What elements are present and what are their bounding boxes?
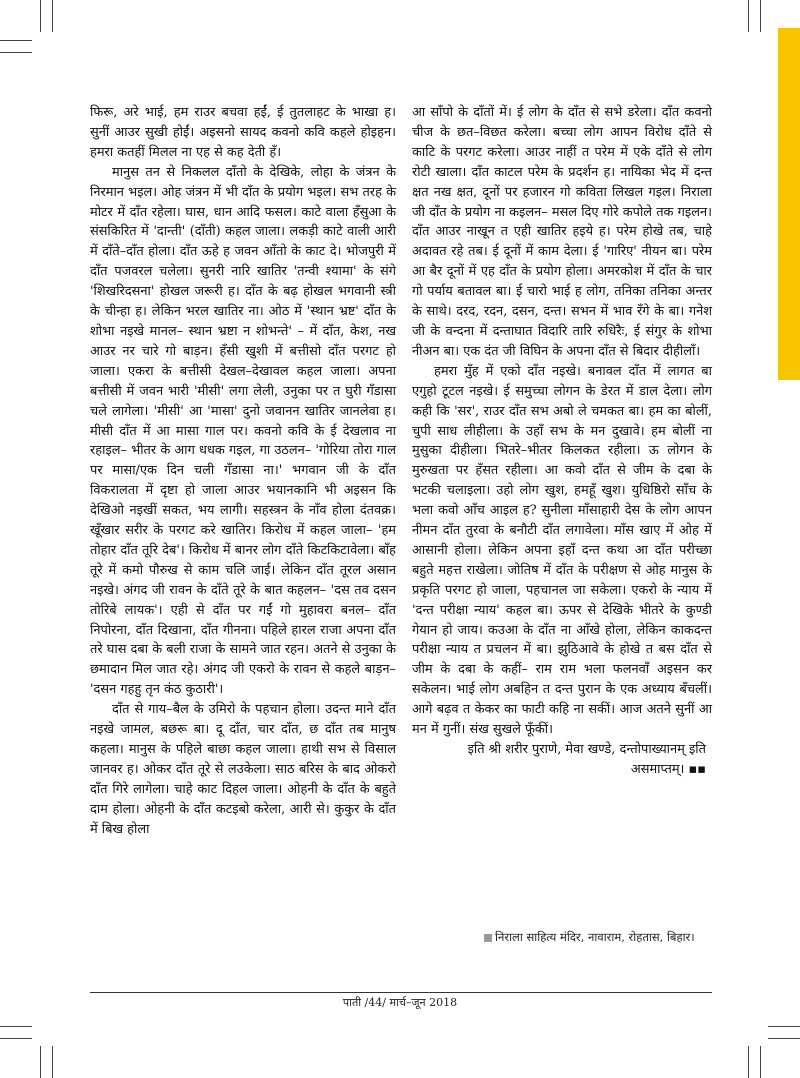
left-column xyxy=(90,103,396,840)
right-column xyxy=(412,103,712,780)
crop-mark xyxy=(52,1046,53,1078)
crop-mark xyxy=(0,40,32,41)
crop-mark xyxy=(760,0,761,32)
crop-mark xyxy=(748,1046,749,1078)
crop-mark xyxy=(0,1026,32,1027)
author-credit xyxy=(484,930,712,945)
crop-mark xyxy=(40,1046,41,1078)
crop-mark xyxy=(760,1046,761,1078)
section-color-bar xyxy=(778,28,800,380)
bullet-square-icon xyxy=(484,934,492,942)
footer-rule xyxy=(90,992,712,993)
closing-line: इति श्री शरीर पुराणे, मेवा खण्डे, दन्तोपाख्यानम् इति असमाप्तम्। ▪▪ xyxy=(467,742,706,777)
crop-mark xyxy=(768,1038,800,1039)
paragraph: हमरा मुँह में एको दाँत नइखे। बनावल दाँत में लागत बा एगुहो टूटल नइखे। ई समुच्चा लोगन के डेरत में डाल देला। लोग कही कि 'सर', राउर दाँत सभ अबो ले चमकत बा। हम का बोलीं, चुपी साध लीहीला। के उहाँ सभ के मन दुखावे। हम बोलीं ना मुसुका दीहीला। भितरे–भीतर किलकत रहीला। ऊ लोगन के मुरुखता पर हँसत रहीला। आ कवो दाँत से जीम के दबा के भटकी चलाइला। उहो लोग खुश, हमहूँ खुश। युधिष्ठिरो साँच के भला कवो आँच आइल ह? सुनीला माँसाहारी देस के लोग आपन नीमन दाँत तुरवा के बनौटी दाँत लगावेला। माँस खाए में ओह में आसानी होला। लेकिन अपना इहाँ दन्त कथा आ दाँत परीच्छा बहुते महत्त राखेला। जोतिष में दाँत के परीक्षण से ओह मानुस के प्रकृति परगट हो जाला, पहचानल जा सकेला। एकरो के न्याय में 'दन्त परीक्षा न्याय' कहल बा। ऊपर से देखिके भीतरे के कुण्डी गेयान हो जाय। कउआ के दाँत ना आँखे होला, लेकिन काकदन्त परीक्षा न्याय त प्रचलन में बा। झुठिआवे के होखे त बस दाँत से जीम के दबा के कहीं– राम राम भला फलनवाँ अइसन कर सकेलन। भाई लोग अबहिन त दन्त पुरान के एक अध्याय बँचलीं। आगे बढ़व त केकर का फाटी कहि ना सकीं। आज अतने सुनीं आ मन में गुनीं। संख सुखले फूँकीं। xyxy=(412,363,712,738)
paragraph: आ साँपो के दाँतों में। ई लोग के दाँत से सभे डरेला। दाँत कवनो चीज के छत–विछत करेला। बच्चा लोग आपन विरोध दाँते से काटि के परगट करेला। आउर नाहीं त परेम में एके दाँते से लोग रोटी खाला। दाँत काटल परेम के प्रदर्शन ह। नायिका भेद में दन्त क्षत नख क्षत, दूनों पर हजारन गो कविता लिखल गइल। निराला जी दाँत के प्रयोग ना कइलन– मसल दिए गोरे कपोले तक गइलन। दाँत आउर नाखून त एही खातिर हइये ह। परेम होखे तब, चाहे अदावत रहे तब। ई दूनों में काम देला। ई 'गारिए' नीयन बा। परेम आ बैर दूनों में एह दाँत के प्रयोग होला। अमरकोश में दाँत के चार गो पर्याय बतावल बा। ई चारो भाई ह लोग, तनिका तनिका अन्तर के साथे। दरद, रदन, दसन, दन्त। सभन में भाव रँगे के बा। गनेश जी के वन्दना में दन्ताघात विदारि तारि रुधिरैः, ई संगुर के शोभा नीअन बा। एक दंत जी विघिन के अपना दाँत से बिदार दीहीलाँ। xyxy=(412,105,712,359)
author-credit-text: निराला साहित्य मंदिर, नावाराम, रोहतास, बिहार। xyxy=(495,930,695,944)
crop-mark xyxy=(748,0,749,32)
crop-mark xyxy=(40,0,41,32)
paragraph: मानुस तन से निकलल दाँतो के देखिके, लोहा के जंत्रन के निरमान भइल। ओह जंत्रन में भी दाँत के प्रयोग भइल। सभ तरह के मोटर में दाँत रहेला। घास, धान आदि फसल। काटे वाला हँसुआ के संसकिरित में 'दान्ती' (दाँती) कहल जाला। लकड़ी काटे वाली आरी में दाँते–दाँत होला। दाँत ऊहे ह जवन आँतो के काट दे। भोजपुरी में दाँत पजवरल चलेला। सुनरी नारि खातिर 'तन्वी श्यामा' के संगे 'शिखरिदसना' होखल जरूरी ह। दाँत के बढ़ होखल भगवानी स्त्री के चीन्हा ह। लेकिन भरल खातिर ना। ओठ में 'स्थान भ्रष्ट' दाँत के शोभा नइखे मानल– स्थान भ्रष्टा न शोभन्ते' – में दाँत, केश, नख आउर नर चारे गो बाड़न। हँसी खुशी में बत्तीसो दाँत परगट हो जाला। एकरा के बत्तीसी देखल–देखावल कहल जाला। अपना बत्तीसी में जवन भारी 'मीसी' लगा लेली, उनुका पर त घुरी गँडासा चले लागेला। 'मीसी' आ 'मासा' दुनो जवानन खातिर जानलेवा ह। मीसी दाँत में आ मासा गाल पर। कवनो कवि के ई देखलाव ना रहाइल– भीतर के आग धधक गइल, गा उठलन– 'गोरिया तोरा गाल पर मासा/एक दिन चली गँडासा ना।' भगवान जी के दाँत विकरालता में दृष्टा हो जाला आउर भयानकानि भी अइसन कि देखिओ नइखीं सकत, भय लागी। सहस्त्रन के नाँव होला दंतवक्र। खूँखार सरीर के परगट करे खातिर। किरोध में कहल जाला– 'हम तोहार दाँत तूरि देब'। किरोध में बानर लोग दाँते किटकिटावेला। बाँह तूरे में कमो पौरुख से काम चलि जाई। लेकिन दाँत तूरल असान नइखे। अंगद जी रावन के दाँते तूरे के बात कहलन– 'दस तव दसन तोरिबे लायक'। एही से दाँत पर गईं गो मुहावरा बनल– दाँत निपोरना, दाँत दिखाना, दाँत गीनना। पहिले हारल राजा अपना दाँत तरे घास दबा के बली राजा के सामने जात रहन। अतने से उनुका के छमादान मिल जात रहे। अंगद जी एकरो के रावन से कहले बाड़न– 'दसन गहहु तृन कंठ कुठारी'। xyxy=(90,164,396,698)
page-folio: पाती /44/ मार्च–जून 2018 xyxy=(342,996,458,1009)
crop-mark xyxy=(0,1038,32,1039)
paragraph: फिरू, अरे भाई, हम राउर बचवा हईं, ई तुतलाहट के भाखा ह। सुनीं आउर सुखी होईं। अइसनो सायद कवनो कवि कहले होइहन। हमरा कतहीं मिलल ना एह से कह देती हँ। xyxy=(90,105,396,160)
crop-mark xyxy=(52,0,53,32)
crop-mark xyxy=(768,1026,800,1027)
paragraph: दाँत से गाय–बैल के उमिरो के पहचान होला। उदन्त माने दाँत नइखे जामल, बछरू बा। दू दाँत, चार दाँत, छ दाँत तब मानुष कहला। मानुस के पहिले बाछा कहल जाला। हाथी सभ से विसाल जानवर ह। ओकर दाँत तूरे से लउकेला। साठ बरिस के बाद ओकरो दाँत गिरे लागेला। चाहे काट दिहल जाला। ओहनी के दाँत के बहुते दाम होला। ओहनी के दाँत कटइबो करेला, आरी से। कुकुर के दाँत में बिख होला xyxy=(90,702,396,837)
crop-mark xyxy=(0,52,32,53)
